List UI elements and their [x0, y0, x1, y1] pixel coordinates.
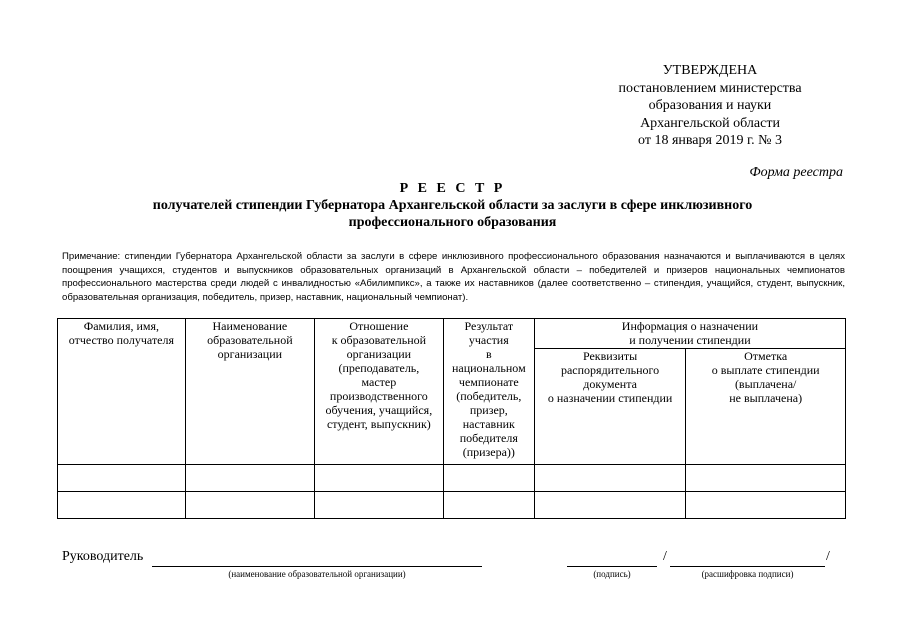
- slash-separator: /: [663, 549, 667, 564]
- table-cell[interactable]: [314, 492, 443, 519]
- header-full-name: Фамилия, имя, отчество получателя: [58, 319, 186, 465]
- title-line: профессионального образования: [348, 215, 557, 230]
- header-payment-mark: Отметка о выплате стипендии (выплачена/ не выплачена): [686, 349, 846, 465]
- title-line: получателей стипендии Губернатора Архангельской области за заслуги в сфере инклюзивного: [152, 198, 753, 213]
- title-main: Р Е Е С Т Р: [399, 181, 506, 196]
- table-cell[interactable]: [686, 465, 846, 492]
- approval-line: Архангельской области: [640, 115, 780, 131]
- approval-stamp: [600, 62, 820, 150]
- header-result: Результат участия в национальном чемпионате (победитель, призер, наставник победителя (призера)): [443, 319, 534, 465]
- document-title: [60, 180, 845, 231]
- decoding-line[interactable]: [670, 566, 825, 567]
- table-cell[interactable]: [443, 492, 534, 519]
- organization-line[interactable]: [152, 566, 482, 567]
- signature-line[interactable]: [567, 566, 657, 567]
- note-paragraph: Примечание: стипендии Губернатора Архангельской области за заслуги в сфере инклюзивного профессионального образования назначаются и выплачиваются в целях поощрения учащихся, студентов и выпускников образовательных организаций в Архангельской области – победителей и призеров национальных чемпионатов профессионального мастерства среди людей с инвалидностью «Абилимпикс», а также их наставников (далее соответственно – стипендия, учащийся, студент, выпускник, образовательная организация, победитель, призер, наставник, национальный чемпионат).: [62, 251, 845, 304]
- table-cell[interactable]: [58, 492, 186, 519]
- table-row: [58, 492, 846, 519]
- table-cell[interactable]: [534, 465, 685, 492]
- organization-caption: (наименование образовательной организации): [228, 569, 406, 579]
- header-organization: Наименование образовательной организации: [185, 319, 314, 465]
- header-relation: Отношение к образовательной организации (преподаватель, мастер производственного обучения, учащийся, студент, выпускник): [314, 319, 443, 465]
- header-order-details: Реквизиты распорядительного документа о назначении стипендии: [534, 349, 685, 465]
- table-cell[interactable]: [443, 465, 534, 492]
- table-cell[interactable]: [58, 465, 186, 492]
- approval-line: УТВЕРЖДЕНА: [662, 63, 758, 78]
- slash-separator: /: [826, 549, 830, 564]
- form-label: Форма реестра: [749, 165, 843, 180]
- approval-line: образования и науки: [648, 98, 772, 113]
- table-cell[interactable]: [185, 465, 314, 492]
- registry-table: [57, 318, 846, 519]
- table-cell[interactable]: [314, 465, 443, 492]
- table-row: [58, 465, 846, 492]
- table-cell[interactable]: [185, 492, 314, 519]
- approval-line: от 18 января 2019 г. № 3: [638, 133, 782, 148]
- signature-caption: (подпись): [593, 569, 631, 579]
- head-label: Руководитель: [62, 549, 144, 564]
- header-stipend-info: Информация о назначении и получении стипендии: [534, 319, 845, 349]
- decoding-caption: (расшифровка подписи): [701, 569, 794, 579]
- table-cell[interactable]: [534, 492, 685, 519]
- table-cell[interactable]: [686, 492, 846, 519]
- approval-line: постановлением министерства: [618, 80, 802, 96]
